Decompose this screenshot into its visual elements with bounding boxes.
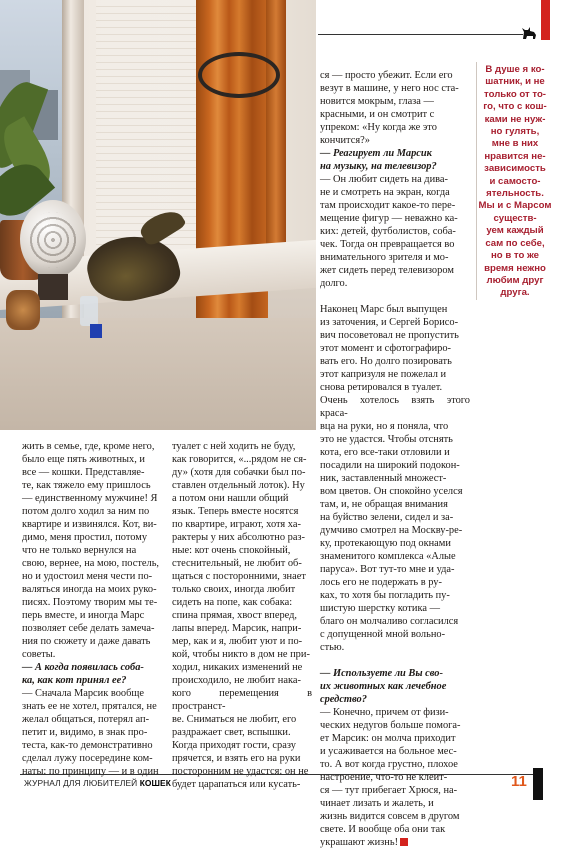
text-line [320,628,470,641]
line-text: ные: кот очень спокойный, [172,545,291,556]
text-line [172,713,312,726]
question-line [22,674,160,687]
text-line [172,453,312,466]
text-line [320,95,470,108]
line-text: там, и, не обращая внимания [320,499,448,510]
line-text: шистую шерстку котика — [320,603,440,614]
text-line [320,810,470,823]
line-text: не и смотреть на экран, когда [320,187,450,198]
corner-red-tab [541,0,550,40]
text-line [320,199,470,212]
sidebar-line: зависимость [484,163,546,175]
text-line [320,576,470,589]
line-text: мещение фигур — неважно ка- [320,213,458,224]
line-text: — единственному мужчине! Я [22,493,158,504]
line-text: упреком: «Ну когда же это [320,122,437,133]
text-line [320,654,470,667]
text-line [172,778,312,791]
text-line [320,277,470,290]
article-photo [0,0,316,430]
line-text: новится мокрым, глаза — [320,96,434,107]
text-line [22,752,160,765]
line-text: вом цветов. Он спокойно уселся [320,486,463,497]
text-line [22,765,160,778]
text-line [320,537,470,550]
question-line [320,160,470,173]
line-text: думчиво смотрел на Москву-ре- [320,525,463,536]
text-line [320,459,470,472]
text-line [320,836,470,849]
line-text: красными, и он смотрит с [320,109,435,120]
text-line [172,635,312,648]
floor [0,318,316,430]
text-line [22,479,160,492]
line-text: настроение, что-то не клеит- [320,772,448,783]
sidebar-line: но гулять, [490,126,540,138]
sidebar-line: и самосто- [489,175,541,187]
text-line [22,726,160,739]
line-text: валяться иногда на моих руко- [22,584,157,595]
text-line [22,492,160,505]
line-text: стеснительный, не любит об- [172,558,302,569]
line-text: вать его. Но долго позировать [320,356,452,367]
cat-icon-svg [521,26,537,40]
text-line [22,739,160,752]
text-line [22,518,160,531]
line-text: туалет с ней ходить не буду, [172,441,296,452]
text-line [172,544,312,557]
text-line [22,713,160,726]
line-text: ходил, никаких изменений не [172,662,303,673]
text-line [320,784,470,797]
text-line [22,635,160,648]
text-line [172,648,312,661]
text-line [320,420,470,433]
text-line [320,823,470,836]
line-text: по квартире, играют, хотя ха- [172,519,301,530]
text-line [22,544,160,557]
line-text: спина прямая, хвост вперед, [172,610,297,621]
line-text: и усаживается на больное мес- [320,746,457,757]
text-line [172,505,312,518]
line-text: вца на руки, но я поняла, что [320,421,449,432]
text-line [172,752,312,765]
text-line [172,661,312,674]
text-line [22,609,160,622]
text-line [172,726,312,739]
text-line [22,453,160,466]
line-text: ник, заставленный множест- [320,473,447,484]
blue-cube [90,324,102,338]
text-line [320,446,470,459]
text-line [22,440,160,453]
line-text: писях. Поэтому творим мы те- [22,597,158,608]
text-line [172,674,312,687]
line-text: кого перемещения в пространст- [172,688,312,712]
sidebar-line: уем каждый [486,225,544,237]
line-text: будет царапаться или кусать- [172,779,301,790]
end-mark [400,838,408,846]
text-line [172,531,312,544]
text-line [320,368,470,381]
text-line [320,602,470,615]
text-line [320,706,470,719]
line-text: вич посоветовал не пропустить [320,330,459,341]
line-text: знать ее не хотел, прятался, не [22,701,157,712]
text-line [22,505,160,518]
line-text: только своих, иногда любит [172,584,296,595]
page-edge-bar [533,768,543,800]
text-line [320,758,470,771]
sidebar-line: шатник, и не [485,76,545,88]
text-line [320,186,470,199]
line-text: — Реагирует ли Марсик [320,148,432,159]
text-line [172,570,312,583]
line-text: щаться с посторонними, знает [172,571,306,582]
text-line [172,609,312,622]
text-line [172,479,312,492]
text-line [22,622,160,635]
text-line [320,797,470,810]
text-line [320,381,470,394]
line-text: везут в машине, у него нос ста- [320,83,459,94]
question-line [22,661,160,674]
line-text: — Он любит сидеть на дива- [320,174,448,185]
line-text: ве. Сниматься не любит, его [172,714,297,725]
line-text: ка, как кот принял ее? [22,675,127,686]
text-line [320,485,470,498]
line-text: язык. Теперь вместе носятся [172,506,299,517]
line-text: — Используете ли Вы сво- [320,668,443,679]
text-line [320,498,470,511]
line-text: долго. [320,278,348,289]
text-line [320,290,470,303]
text-line [172,492,312,505]
text-line [320,264,470,277]
line-text: — А когда появилась соба- [22,662,144,673]
text-line [172,596,312,609]
text-line [320,524,470,537]
text-line [320,342,470,355]
text-line [22,466,160,479]
column-2 [172,440,312,791]
question-line [320,667,470,680]
text-line [320,69,470,82]
sidebar-line: ятельность. [486,188,544,200]
footer-journal: ЖУРНАЛ ДЛЯ ЛЮБИТЕЛЕЙ [24,778,140,788]
text-line [172,466,312,479]
sidebar-line: го, что с кош- [483,101,547,113]
line-text: желал общаться, потерял ап- [22,714,150,725]
line-text: из заточения, и Сергей Борисо- [320,317,459,328]
line-text: позволяет себе делать замеча- [22,623,155,634]
line-text: происходило, не любит нака- [172,675,301,686]
line-text: петит и, видимо, в знак про- [22,727,148,738]
text-line [320,82,470,95]
line-text: благо он молчаливо согласился [320,616,459,627]
line-text: это не удастся. Чтобы отснять [320,434,453,445]
line-text: на буйство зелени, сидел и за- [320,512,454,523]
line-text: стью. [320,642,345,653]
line-text: а потом они нашли общий [172,493,289,504]
text-line [320,719,470,732]
text-line [172,765,312,778]
text-line [320,771,470,784]
footer-rule [20,774,542,775]
line-text: димо, меня простил, потому [22,532,148,543]
line-text: — Конечно, причем от физи- [320,707,449,718]
line-text: жет сидеть перед телевизором [320,265,454,276]
glass-figurine [80,296,98,326]
line-text: снова ретировался в туалет. [320,382,443,393]
line-text: ся — просто убежит. Если его [320,70,453,81]
sidebar-rule [476,62,477,300]
orange-curtain-fold [266,0,286,270]
column-3 [320,69,470,849]
sidebar-line: существ- [493,212,537,224]
line-text: ет Марсик: он молча приходит [320,733,456,744]
line-text: прячется, и взять его на руки [172,753,301,764]
line-text: свете. И вообще оба они так [320,824,446,835]
egg-stand [38,274,68,300]
line-text: советы. [22,649,56,660]
text-line [320,550,470,563]
line-text: ду» (хотя для собачки был по- [172,467,306,478]
text-line [172,557,312,570]
text-line [320,589,470,602]
sidebar-line: В душе я ко- [485,64,545,75]
text-line [320,732,470,745]
line-text: мер, как и я, любит уют и по- [172,636,303,647]
line-text: свою, вернее, на мою, постель, [22,558,160,569]
sidebar-line: друга. [500,287,530,299]
line-text: рактеры у них абсолютно раз- [172,532,305,543]
text-line [22,531,160,544]
text-line [320,641,470,654]
text-line [320,303,470,316]
line-text: раздражает свет, вспышки. [172,727,291,738]
question-line [320,693,470,706]
line-text: лось его не подержать в ру- [320,577,442,588]
line-text: потом долго ходил за ним по [22,506,150,517]
line-text: как говорится, «...рядом не ся- [172,454,307,465]
text-line [320,238,470,251]
line-text: все — кошки. Представляе- [22,467,145,478]
text-line [320,615,470,628]
text-line [320,329,470,342]
text-line [320,225,470,238]
text-line [172,739,312,752]
text-line [22,596,160,609]
line-text: что не только вернулся на [22,545,137,556]
line-text: ния по сюжету и даже давать [22,636,151,647]
line-text: теста, как-то демонстративно [22,740,153,751]
line-text: Наконец Марс был выпущен [320,304,448,315]
top-rule [318,34,523,35]
text-line [320,121,470,134]
sidebar-line: ками не нуж- [484,113,546,125]
text-line [172,687,312,713]
line-text: лапы вперед. Марсик, напри- [172,623,302,634]
line-text: этот момент и сфотографиро- [320,343,452,354]
question-line [320,147,470,160]
line-text: ку, протекающую под окнами [320,538,451,549]
line-text: ся — тут прибегает Хрюся, на- [320,785,458,796]
sidebar-line: только от то- [484,88,546,100]
egg-pattern [26,212,80,268]
line-text: сидеть на попе, как собака: [172,597,293,608]
line-text: кончится?» [320,135,370,146]
line-text: но и удостоил меня чести по- [22,571,153,582]
line-text: кой, чтобы никто в дом не при- [172,649,310,660]
line-text: наты: по принципу — и в один [22,766,159,777]
line-text: с допущенной мной вольно- [320,629,446,640]
text-line [22,583,160,596]
footer-brand: КОШЕК [139,778,171,788]
text-line [320,316,470,329]
text-line [320,355,470,368]
line-text: жить в семье, где, кроме него, [22,441,155,452]
text-line [172,518,312,531]
line-text: кота, его все-таки отловили и [320,447,450,458]
line-text: на музыку, на телевизор? [320,161,437,172]
line-text: Когда приходят гости, сразу [172,740,296,751]
line-text: чек. Тогда он превращается во [320,239,455,250]
column-1 [22,440,160,778]
sidebar-line: любим друг [486,274,544,286]
text-line [22,570,160,583]
line-text: средство? [320,694,367,705]
line-text: ческих недугов больше помога- [320,720,461,731]
line-text: было еще пять животных, и [22,454,145,465]
text-line [172,440,312,453]
line-text: ках, то хотя бы погладить пу- [320,590,450,601]
line-text: те, как тяжело ему пришлось [22,480,151,491]
text-line [320,433,470,446]
sidebar-line: Мы и с Марсом [478,200,552,212]
line-text: ких: детей, футболистов, соба- [320,226,456,237]
text-line [22,700,160,713]
page-number: 11 [511,773,527,790]
line-text: перь вместе, и иногда Марс [22,610,145,621]
sidebar-quote [478,64,552,300]
text-line [320,472,470,485]
sidebar-line: сам по себе, [485,237,545,249]
text-line [172,583,312,596]
sidebar-line: нравится не- [484,150,546,162]
line-text: квартире и извинялся. Кот, ви- [22,519,157,530]
line-text: посторонним не удастся: он не [172,766,309,777]
text-line [320,251,470,264]
sidebar-line: время нежно [484,262,546,274]
line-text: Очень хотелось взять этого краса- [320,395,470,419]
line-text: жизнь видится совсем в другом [320,811,460,822]
text-line [320,745,470,758]
text-line [320,108,470,121]
curtain-tieback [198,52,280,98]
text-line [320,563,470,576]
question-line [320,680,470,693]
sidebar-line: мне в них [491,138,539,150]
line-text: этот капризуля не пожелал и [320,369,447,380]
line-text: украшают жизнь! [320,837,399,848]
line-text: ставлен отдельный лоток). Ну [172,480,305,491]
footer-journal-name [24,778,171,788]
text-line [320,394,470,420]
text-line [22,687,160,700]
line-text: их животных как лечебное [320,681,447,692]
text-line [320,212,470,225]
line-text: знаменитого комплекса «Алые [320,551,456,562]
text-line [320,173,470,186]
text-line [320,511,470,524]
sidebar-line: но в то же [491,250,539,262]
line-text: посадили на широкий подокон- [320,460,460,471]
text-line [320,134,470,147]
line-text: внимательного зрителя и мо- [320,252,449,263]
line-text: паруса». Вот тут-то мне и уда- [320,564,455,575]
text-line [22,557,160,570]
line-text: чинает лизать и жалеть, и [320,798,434,809]
line-text: сделал лужу посередине ком- [22,753,153,764]
cat-icon [521,26,537,42]
text-line [22,648,160,661]
line-text: то. А вот когда грустно, плохое [320,759,458,770]
text-line [172,622,312,635]
small-figurine [6,290,40,330]
line-text: там происходит какое-то пере- [320,200,456,211]
line-text: — Сначала Марсик вообще [22,688,144,699]
